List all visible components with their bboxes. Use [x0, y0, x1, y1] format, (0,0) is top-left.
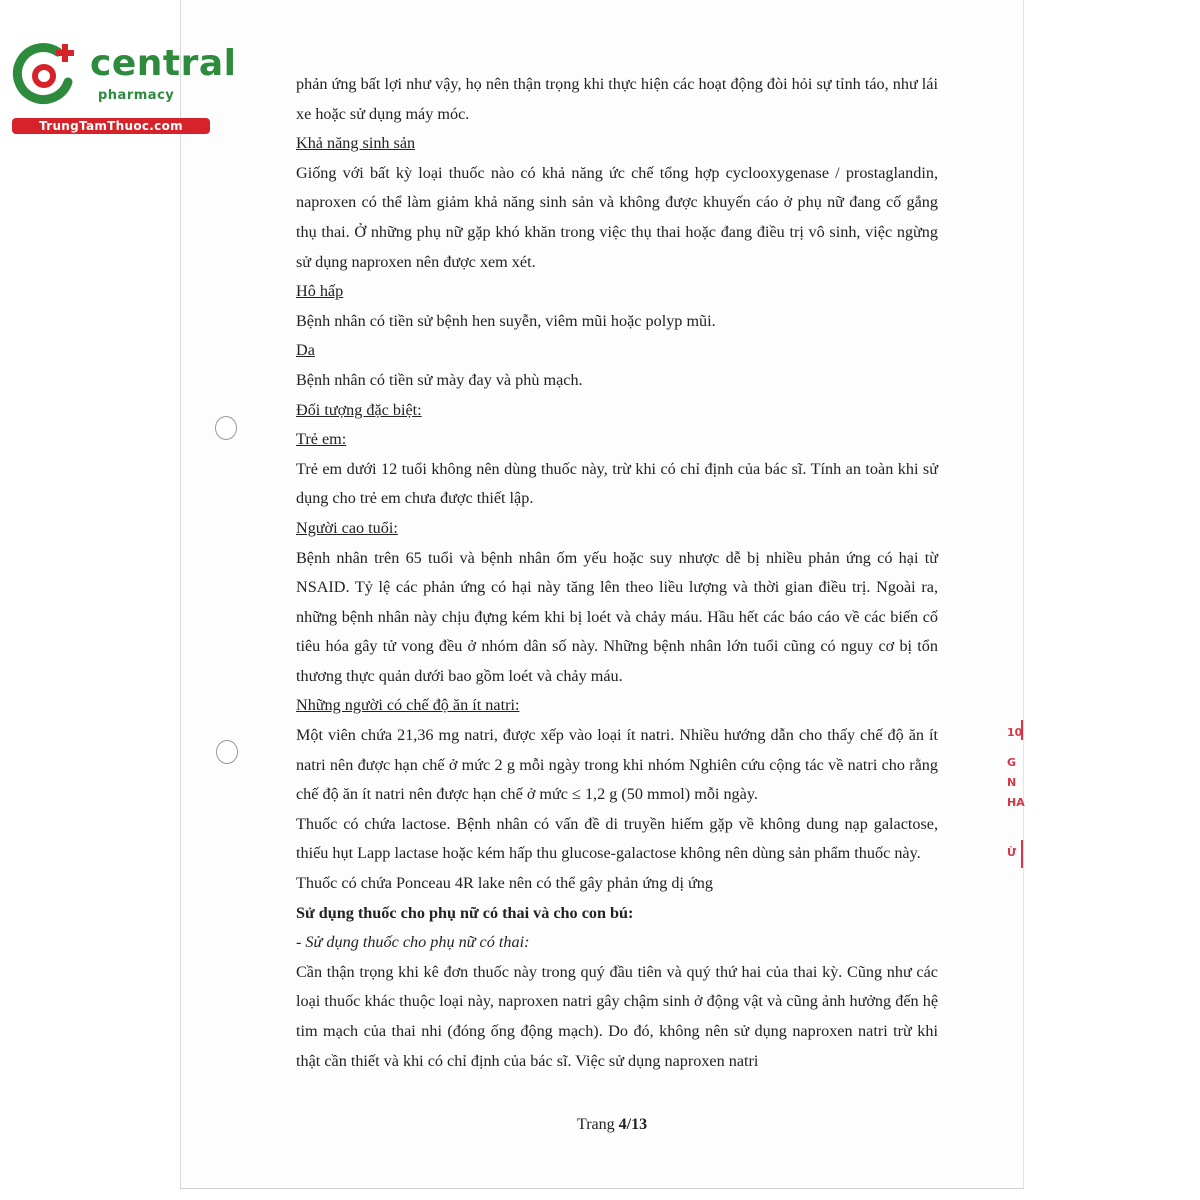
paragraph: Thuốc có chứa Ponceau 4R lake nên có thể gây phản ứng dị ứng: [296, 874, 713, 893]
punch-hole-top: [215, 416, 237, 440]
paragraph: Một viên chứa 21,36 mg natri, được xếp vào loại ít natri. Nhiều hướng dẫn cho thấy chế độ ăn ít natri nên được hạn chế ở mức 2 g mỗi ngày trong khi nhóm Nghiên cứu cộng tác về natri cho rằng chế độ ăn ít natri nên được hạn chế ở mức ≤ 1,2 g (50 mmol) mỗi ngày.: [296, 726, 938, 804]
italic-subheading: - Sử dụng thuốc cho phụ nữ có thai:: [296, 933, 530, 952]
logo-subtitle: pharmacy: [98, 88, 175, 103]
paragraph: Bệnh nhân có tiền sử bệnh hen suyễn, viêm mũi hoặc polyp mũi.: [296, 311, 716, 330]
stamp-text: Ừ: [1007, 846, 1017, 859]
section-heading: Những người có chế độ ăn ít natri:: [296, 696, 520, 715]
section-heading: Da: [296, 341, 315, 360]
stamp-text: G: [1007, 756, 1017, 769]
page-label: Trang: [577, 1116, 615, 1133]
paragraph: Thuốc có chứa lactose. Bệnh nhân có vấn đề di truyền hiếm gặp về không dung nạp galactose, thiếu hụt Lapp lactase hoặc kém hấp thu glucose-galactose không nên dùng sản phẩm thuốc này.: [296, 814, 938, 863]
logo-name: central: [90, 43, 237, 84]
section-heading: Trẻ em:: [296, 430, 347, 449]
paragraph: Giống với bất kỳ loại thuốc nào có khả năng ức chế tổng hợp cyclooxygenase / prostaglandin, naproxen có thể làm giảm khả năng sinh sản và không được khuyến cáo ở phụ nữ đang cố gắng thụ thai. Ở những phụ nữ gặp khó khăn trong việc thụ thai hoặc đang điều trị vô sinh, việc ngừng sử dụng naproxen nên được xem xét.: [296, 163, 938, 271]
paragraph: phản ứng bất lợi như vậy, họ nên thận trọng khi thực hiện các hoạt động đòi hỏi sự tỉnh táo, như lái xe hoặc sử dụng máy móc.: [296, 75, 938, 123]
red-stamp-fragment: [1003, 720, 1025, 870]
stamp-text: 10: [1007, 726, 1023, 739]
paragraph: Bệnh nhân trên 65 tuổi và bệnh nhân ốm yếu hoặc suy nhược dễ bị nhiều phản ứng có hại từ NSAID. Tỷ lệ các phản ứng có hại này tăng lên theo liều lượng và thời gian điều trị. Ngoài ra, những bệnh nhân này chịu đựng kém khi bị loét và chảy máu. Hầu hết các báo cáo về các biến cố tiêu hóa gây tử vong đều ở nhóm dân số này. Những bệnh nhân lớn tuổi cũng có nguy cơ bị tổn thương thực quản dưới bao gồm loét và chảy máu.: [296, 548, 938, 685]
stamp-bar: [1021, 840, 1023, 868]
paragraph: Bệnh nhân có tiền sử mày đay và phù mạch.: [296, 370, 583, 389]
page-number: 4/13: [618, 1116, 648, 1133]
pharmacy-cross-logo-icon: [10, 38, 80, 108]
section-heading: Đối tượng đặc biệt:: [296, 400, 422, 419]
section-heading: Người cao tuổi:: [296, 518, 398, 537]
paragraph: Cần thận trọng khi kê đơn thuốc này trong quý đầu tiên và quý thứ hai của thai kỳ. Cũng như các loại thuốc khác thuộc loại này, naproxen natri gây chậm sinh ở động vật và cũng ảnh hưởng đến hệ tim mạch của thai nhi (đóng ống động mạch). Do đó, không nên sử dụng naproxen natri trừ khi thật cần thiết và khi có chỉ định của bác sĩ. Việc sử dụng naproxen natri: [296, 962, 938, 1070]
central-pharmacy-logo[interactable]: [10, 38, 237, 138]
document-body: [296, 70, 938, 1076]
section-heading: Hô hấp: [296, 282, 344, 301]
logo-website[interactable]: TrungTamThuoc.com: [12, 118, 210, 134]
section-heading: Khả năng sinh sản: [296, 134, 416, 153]
paragraph: Trẻ em dưới 12 tuổi không nên dùng thuốc này, trừ khi có chỉ định của bác sĩ. Tính an toàn khi sử dụng cho trẻ em chưa được thiết lập.: [296, 459, 938, 508]
stamp-text: N: [1007, 776, 1017, 789]
punch-hole-bottom: [216, 740, 238, 764]
bold-heading: Sử dụng thuốc cho phụ nữ có thai và cho con bú:: [296, 903, 634, 922]
stamp-text: HA: [1007, 796, 1025, 809]
page-footer: [577, 1116, 647, 1134]
